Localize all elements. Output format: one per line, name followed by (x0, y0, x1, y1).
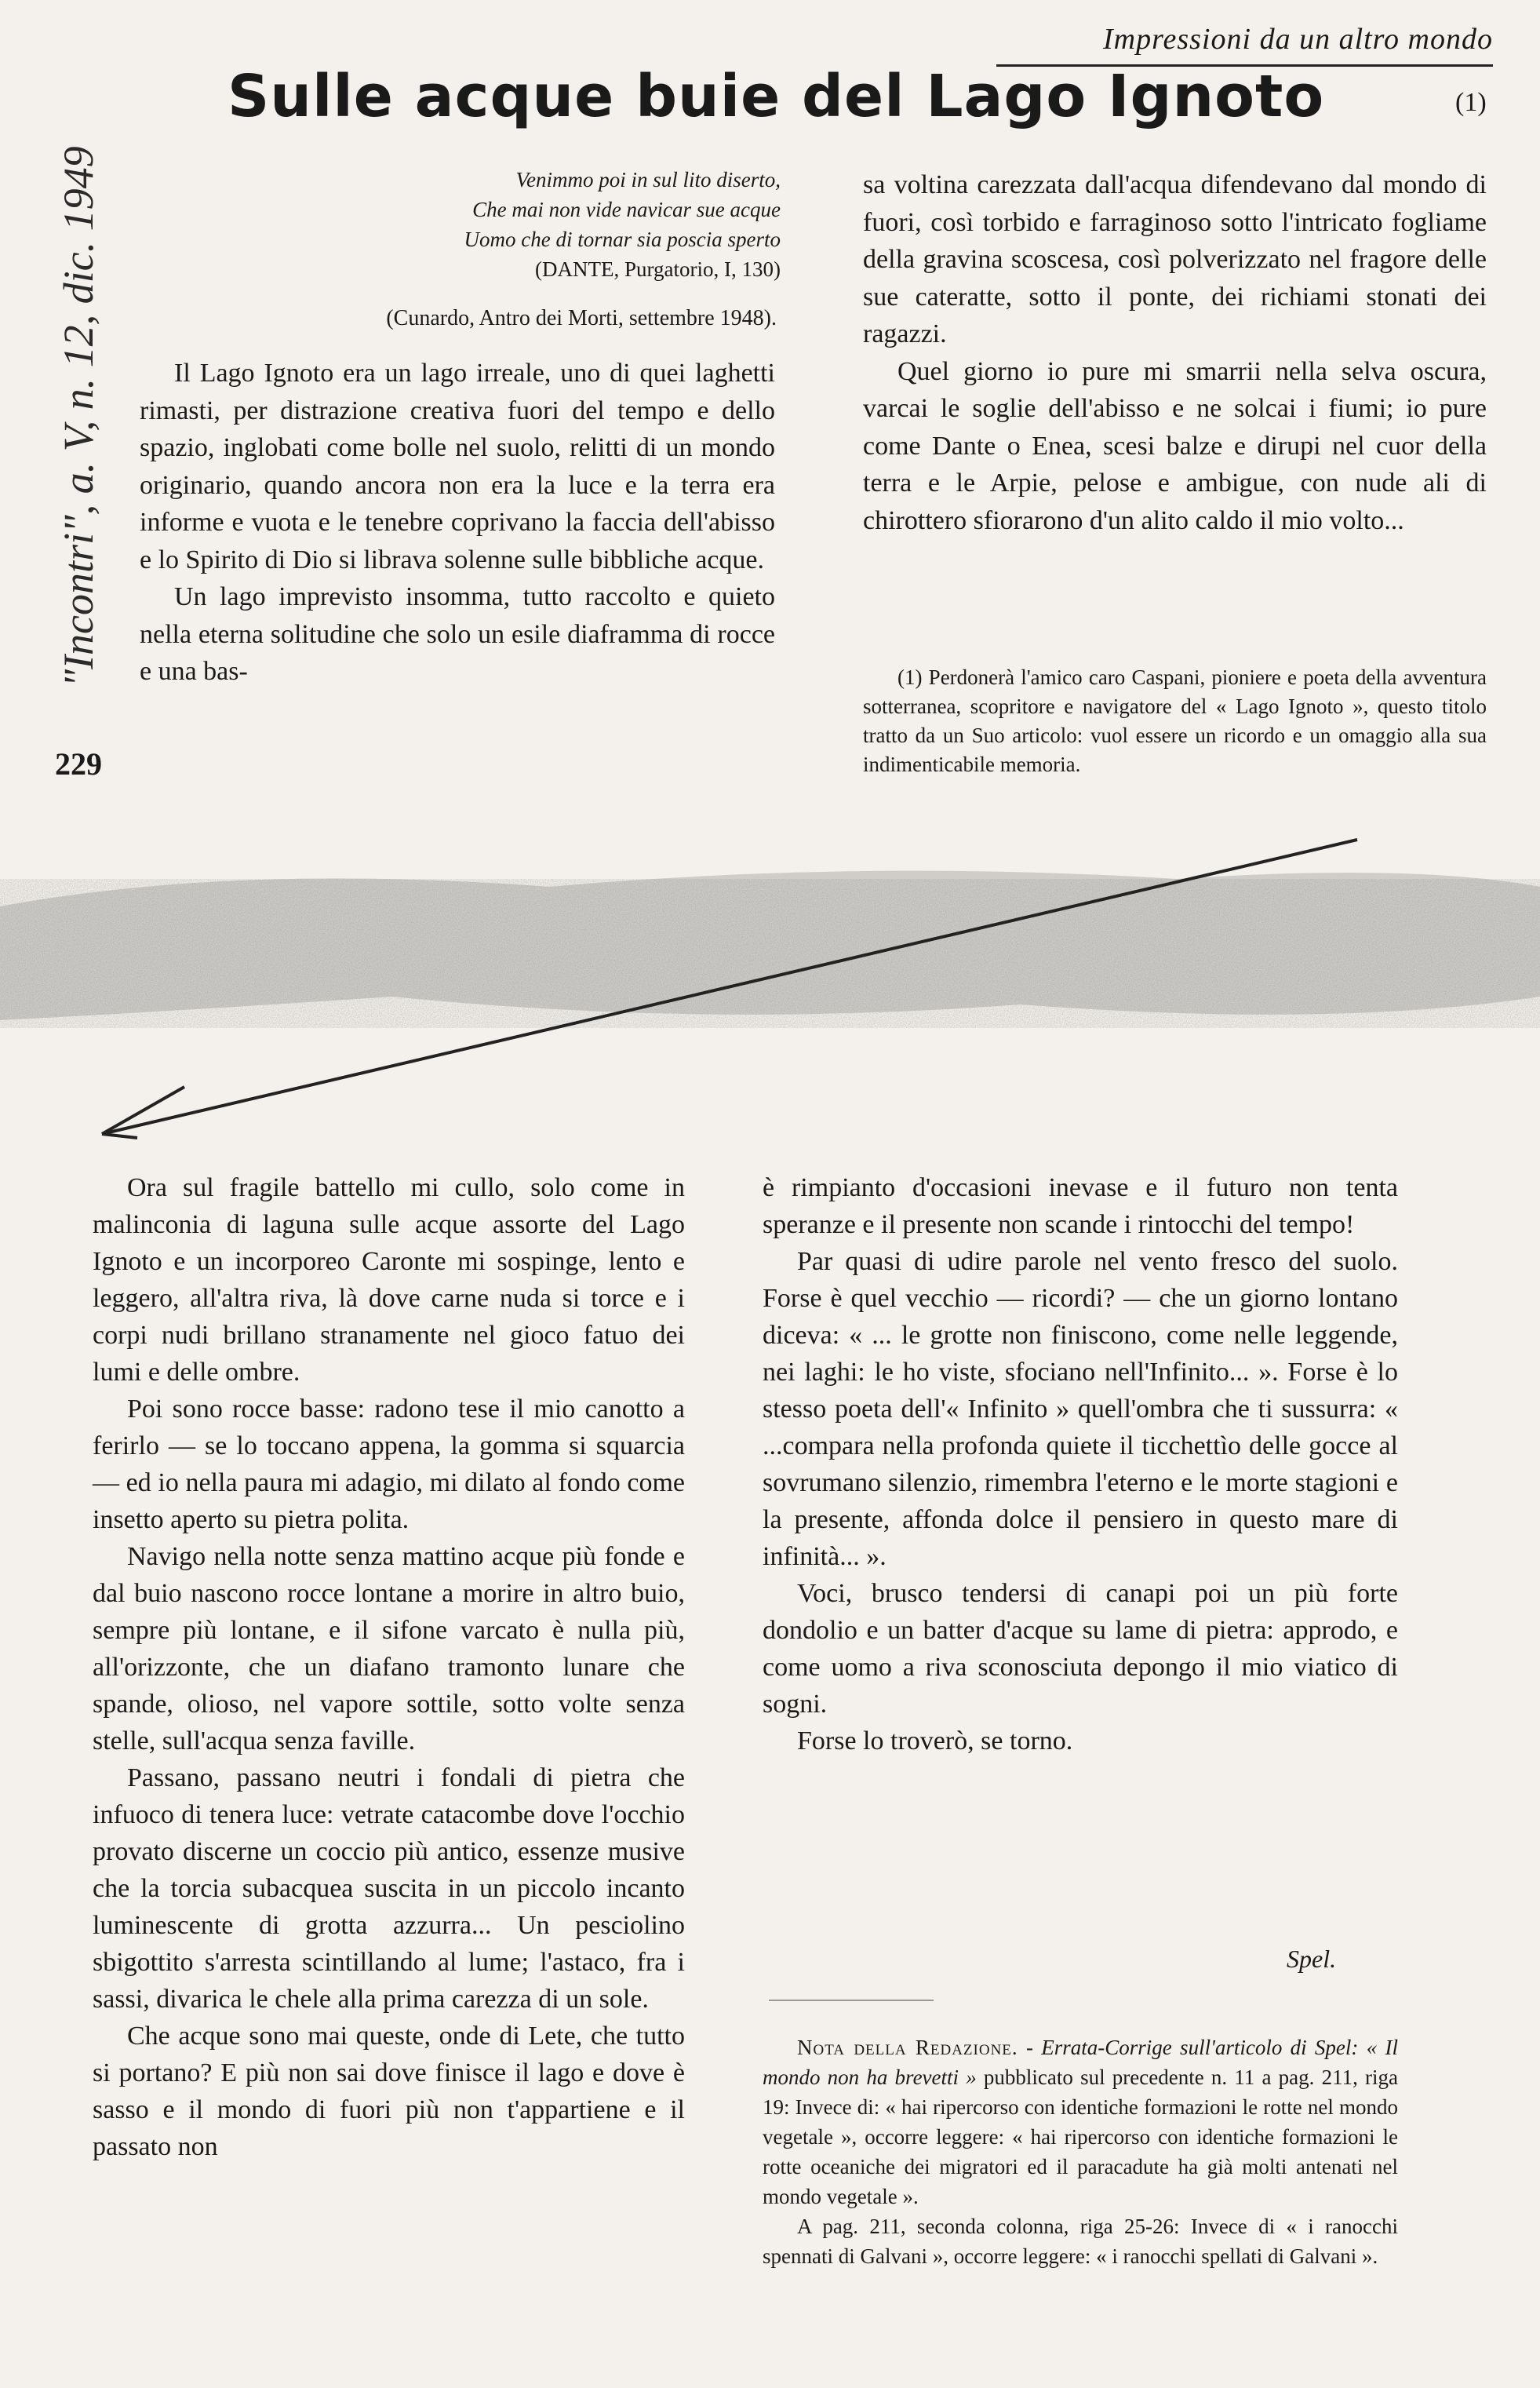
scan-smudge-and-arrow (0, 832, 1540, 1161)
paragraph: Quel giorno io pure mi smarrii nella selva oscura, varcai le soglie dell'abisso e ne solcai i fiumi; io pure come Dante o Enea, scesi balze e dirupi nel cuor della terra e le Arpie, pelose e ambigue, con nude ali di chirottero sfiorarono d'un alito caldo il mio volto... (863, 356, 1487, 535)
nota-intro: - Errata-Corrige sull'articolo di Spel: « Il mondo non ha brevetti » (763, 2036, 1398, 2089)
paragraph: Navigo nella notte senza mattino acque più fonde e dal buio nascono rocce lontane a morire in altro buio, sempre più lontane, e il sifone varcato è nulla più, all'orizzonte, che un diafano tramonto lunare che spande, olioso, nel vapore sottile, sotto volte senza stelle, sull'acqua senza faville. (93, 1542, 685, 1755)
section-rubric: Impressioni da un altro mondo (1103, 23, 1493, 56)
article-title: Sulle acque buie del Lago Ignoto (228, 63, 1325, 130)
epigraph (314, 165, 781, 284)
epigraph-line: Venimmo poi in sul lito diserto, (515, 168, 781, 191)
nota-label: Nota della Redazione. (797, 2036, 1018, 2059)
nota-text: pubblicato sul precedente n. 11 a pag. 211, riga 19: Invece di: « hai ripercorso con identiche formazioni le rotte nel mondo vegetale », occorre leggere: « hai ripercorso con identiche formazioni le rotte oceaniche dei migratori ed il paracadute ha già molti antenati nel mondo vegetale ». (763, 2065, 1398, 2208)
paragraph: Voci, brusco tendersi di canapi poi un più forte dondolio e un batter d'acque su lame di pietra: approdo, e come uomo a riva sconosciuta depongo il mio viatico di sogni. (763, 1579, 1398, 1719)
author-signature: Spel. (1287, 1945, 1337, 1973)
text-column-3 (93, 1169, 685, 2165)
text-column-2 (863, 166, 1487, 539)
page-number: 229 (55, 746, 102, 782)
text-column-4 (763, 1169, 1398, 1759)
paragraph: Forse lo troverò, se torno. (797, 1726, 1073, 1755)
paragraph: Un lago imprevisto insomma, tutto raccolto e quieto nella eterna solitudine che solo un esile diaframma di rocce e una bas- (140, 582, 775, 686)
margin-note-text: "Incontri", a. V, n. 12, dic. 1949 (55, 146, 102, 687)
paragraph: è rimpianto d'occasioni inevase e il futuro non tenta speranze e il presente non scande i rintocchi del tempo! (763, 1173, 1398, 1239)
paragraph: Che acque sono mai queste, onde di Lete, che tutto si portano? E più non sai dove finisce il lago e dove è sasso e il mondo di fuori più non t'appartiene e il passato non (93, 2022, 685, 2161)
editorial-note (763, 2033, 1398, 2271)
place-date: (Cunardo, Antro dei Morti, settembre 1948). (386, 306, 777, 330)
epigraph-line: Che mai non vide navicar sue acque (472, 198, 781, 221)
nota-paragraph: A pag. 211, seconda colonna, riga 25-26: Invece di « i ranocchi spennati di Galvani », occorre leggere: « i ranocchi spellati di Galvani ». (763, 2215, 1398, 2268)
paragraph: Ora sul fragile battello mi cullo, solo come in malinconia di laguna sulle acque assorte del Lago Ignoto e un incorporeo Caronte mi sospinge, lento e leggero, all'altra riva, là dove carne nuda si torce e i corpi nudi brillano stranamente nel gioco fatuo dei lumi e delle ombre. (93, 1173, 685, 1387)
text-column-1 (140, 355, 775, 691)
title-footnote-marker: (1) (1455, 88, 1487, 117)
paragraph: Passano, passano neutri i fondali di pietra che infuoco di tenera luce: vetrate catacombe dove l'occhio provato discerne un coccio più antico, essenze musive che la torcia subacquea suscita in un piccolo incanto luminescente di grotta azzurra... Un pesciolino sbigottito s'arresta scintillando al lume; l'astaco, fra i sassi, divarica le chele alla prima carezza di un sole. (93, 1763, 685, 2014)
handwritten-margin-note (31, 63, 126, 769)
epigraph-source: (DANTE, Purgatorio, I, 130) (535, 257, 781, 281)
paragraph: Poi sono rocce basse: radono tese il mio canotto a ferirlo — se lo toccano appena, la gomma si squarcia — ed io nella paura mi adagio, mi dilato al fondo come insetto aperto su pietra polita. (93, 1395, 685, 1534)
epigraph-line: Uomo che di tornar sia poscia sperto (464, 228, 781, 251)
paragraph: Il Lago Ignoto era un lago irreale, uno di quei laghetti rimasti, per distrazione creativa fuori del tempo e dello spazio, inglobati come bolle nel suolo, relitti di un mondo originario, quando ancora non era la luce e la terra era informe e vuota e le tenebre coprivano la faccia dell'abisso e lo Spirito di Dio si librava solenne sulle bibbliche acque. (140, 359, 775, 574)
footnote-text: (1) Perdonerà l'amico caro Caspani, pioniere e poeta della avventura sotterranea, scopritore e navigatore del « Lago Ignoto », questo titolo tratto da un Suo articolo: vuol essere un ricordo e un omaggio alla sua indimenticabile memoria. (863, 665, 1487, 776)
paragraph: Par quasi di udire parole nel vento fresco del suolo. Forse è quel vecchio — ricordi? — che un giorno lontano diceva: « ... le grotte non finiscono, come nelle leggende, nei laghi: le ho viste, sfociano nell'Infinito... ». Forse è lo stesso poeta dell'« Infinito » quell'ombra che ti sussurra: « ...compara nella profonda quiete il ticchettìo delle gocce al sovrumano silenzio, rimembra l'eterno e le morte stagioni e la presente, affonda dolce il pensiero in questo mare di infinità... ». (763, 1247, 1398, 1571)
separator-rule (769, 2000, 934, 2001)
footnote (863, 663, 1487, 779)
paragraph: sa voltina carezzata dall'acqua difendevano dal mondo di fuori, così torbido e farraginoso sotto l'intricato fogliame della gravina scoscesa, così polverizzato nel fragore delle sue cateratte, sotto il ponte, dei richiami stonati dei ragazzi. (863, 170, 1487, 348)
